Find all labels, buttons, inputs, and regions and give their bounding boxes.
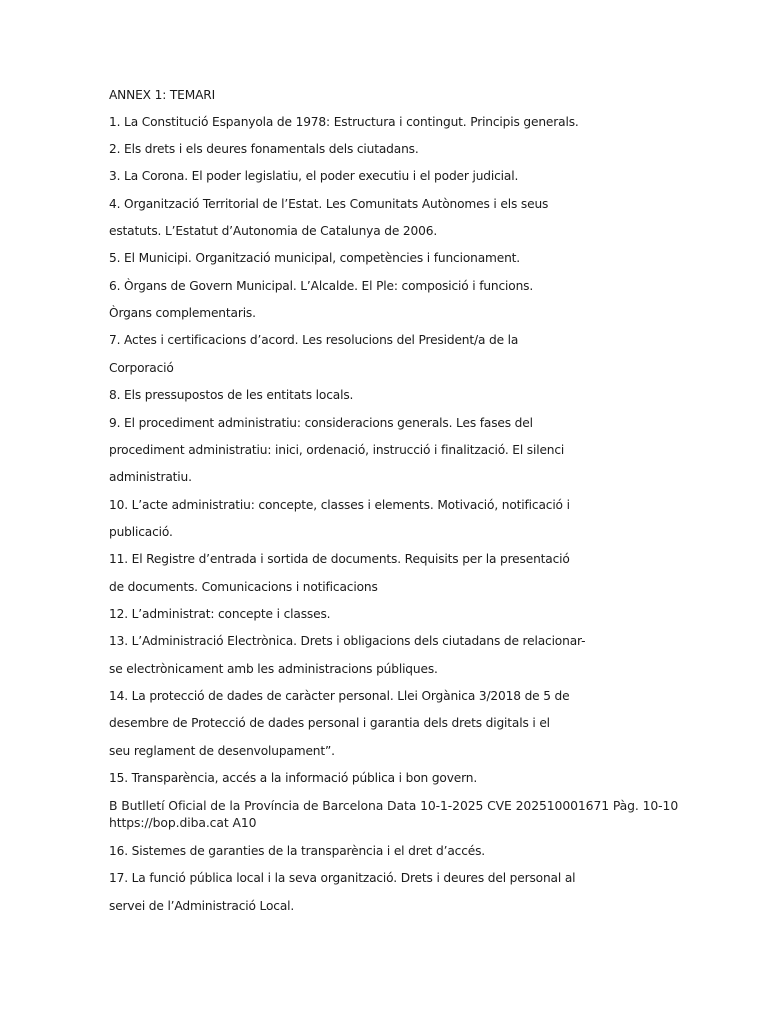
text-line: 11. El Registre d’entrada i sortida de documents. Requisits per la presentació [109,552,570,566]
text-line: estatuts. L’Estatut d’Autonomia de Catalunya de 2006. [109,224,438,238]
text-line: 17. La funció pública local i la seva organització. Drets i deures del personal al [109,871,576,885]
text-line: 3. La Corona. El poder legislatiu, el poder executiu i el poder judicial. [109,169,519,183]
text-line: 8. Els pressupostos de les entitats locals. [109,388,354,402]
text-line: se electrònicament amb les administracions públiques. [109,662,438,676]
text-line: 1. La Constitució Espanyola de 1978: Estructura i contingut. Principis generals. [109,115,579,129]
text-line: de documents. Comunicacions i notificacions [109,580,378,594]
text-line: publicació. [109,525,173,539]
text-line: 9. El procediment administratiu: consideracions generals. Les fases del [109,416,533,430]
text-line: 2. Els drets i els deures fonamentals dels ciutadans. [109,142,419,156]
text-line: seu reglament de desenvolupament”. [109,744,335,758]
text-line: 7. Actes i certificacions d’acord. Les resolucions del President/a de la [109,333,519,347]
text-line: Corporació [109,361,174,375]
text-line: 16. Sistemes de garanties de la transparència i el dret d’accés. [109,844,486,858]
text-line: 10. L’acte administratiu: concepte, classes i elements. Motivació, notificació i [109,498,570,512]
text-line: 5. El Municipi. Organització municipal, competències i funcionament. [109,251,521,265]
text-line: Òrgans complementaris. [109,306,256,320]
text-line: 4. Organització Territorial de l’Estat. Les Comunitats Autònomes i els seus [109,197,549,211]
text-line: 13. L’Administració Electrònica. Drets i obligacions dels ciutadans de relacionar- [109,634,586,648]
text-line: desembre de Protecció de dades personal i garantia dels drets digitals i el [109,716,550,730]
text-line: 12. L’administrat: concepte i classes. [109,607,331,621]
text-line: procediment administratiu: inici, ordenació, instrucció i finalització. El silenci [109,443,565,457]
bulletin-footer-line: B Butlletí Oficial de la Província de Barcelona Data 10-1-2025 CVE 202510001671 Pàg. 10-10 [109,798,679,813]
text-line: 14. La protecció de dades de caràcter personal. Llei Orgànica 3/2018 de 5 de [109,689,570,703]
text-line: administratiu. [109,470,192,484]
bulletin-footer-url: https://bop.diba.cat A10 [109,815,257,830]
text-line: 6. Òrgans de Govern Municipal. L’Alcalde. El Ple: composició i funcions. [109,279,534,293]
text-line: 15. Transparència, accés a la informació pública i bon govern. [109,771,478,785]
text-line: servei de l’Administració Local. [109,899,295,913]
annex-heading: ANNEX 1: TEMARI [109,88,216,102]
